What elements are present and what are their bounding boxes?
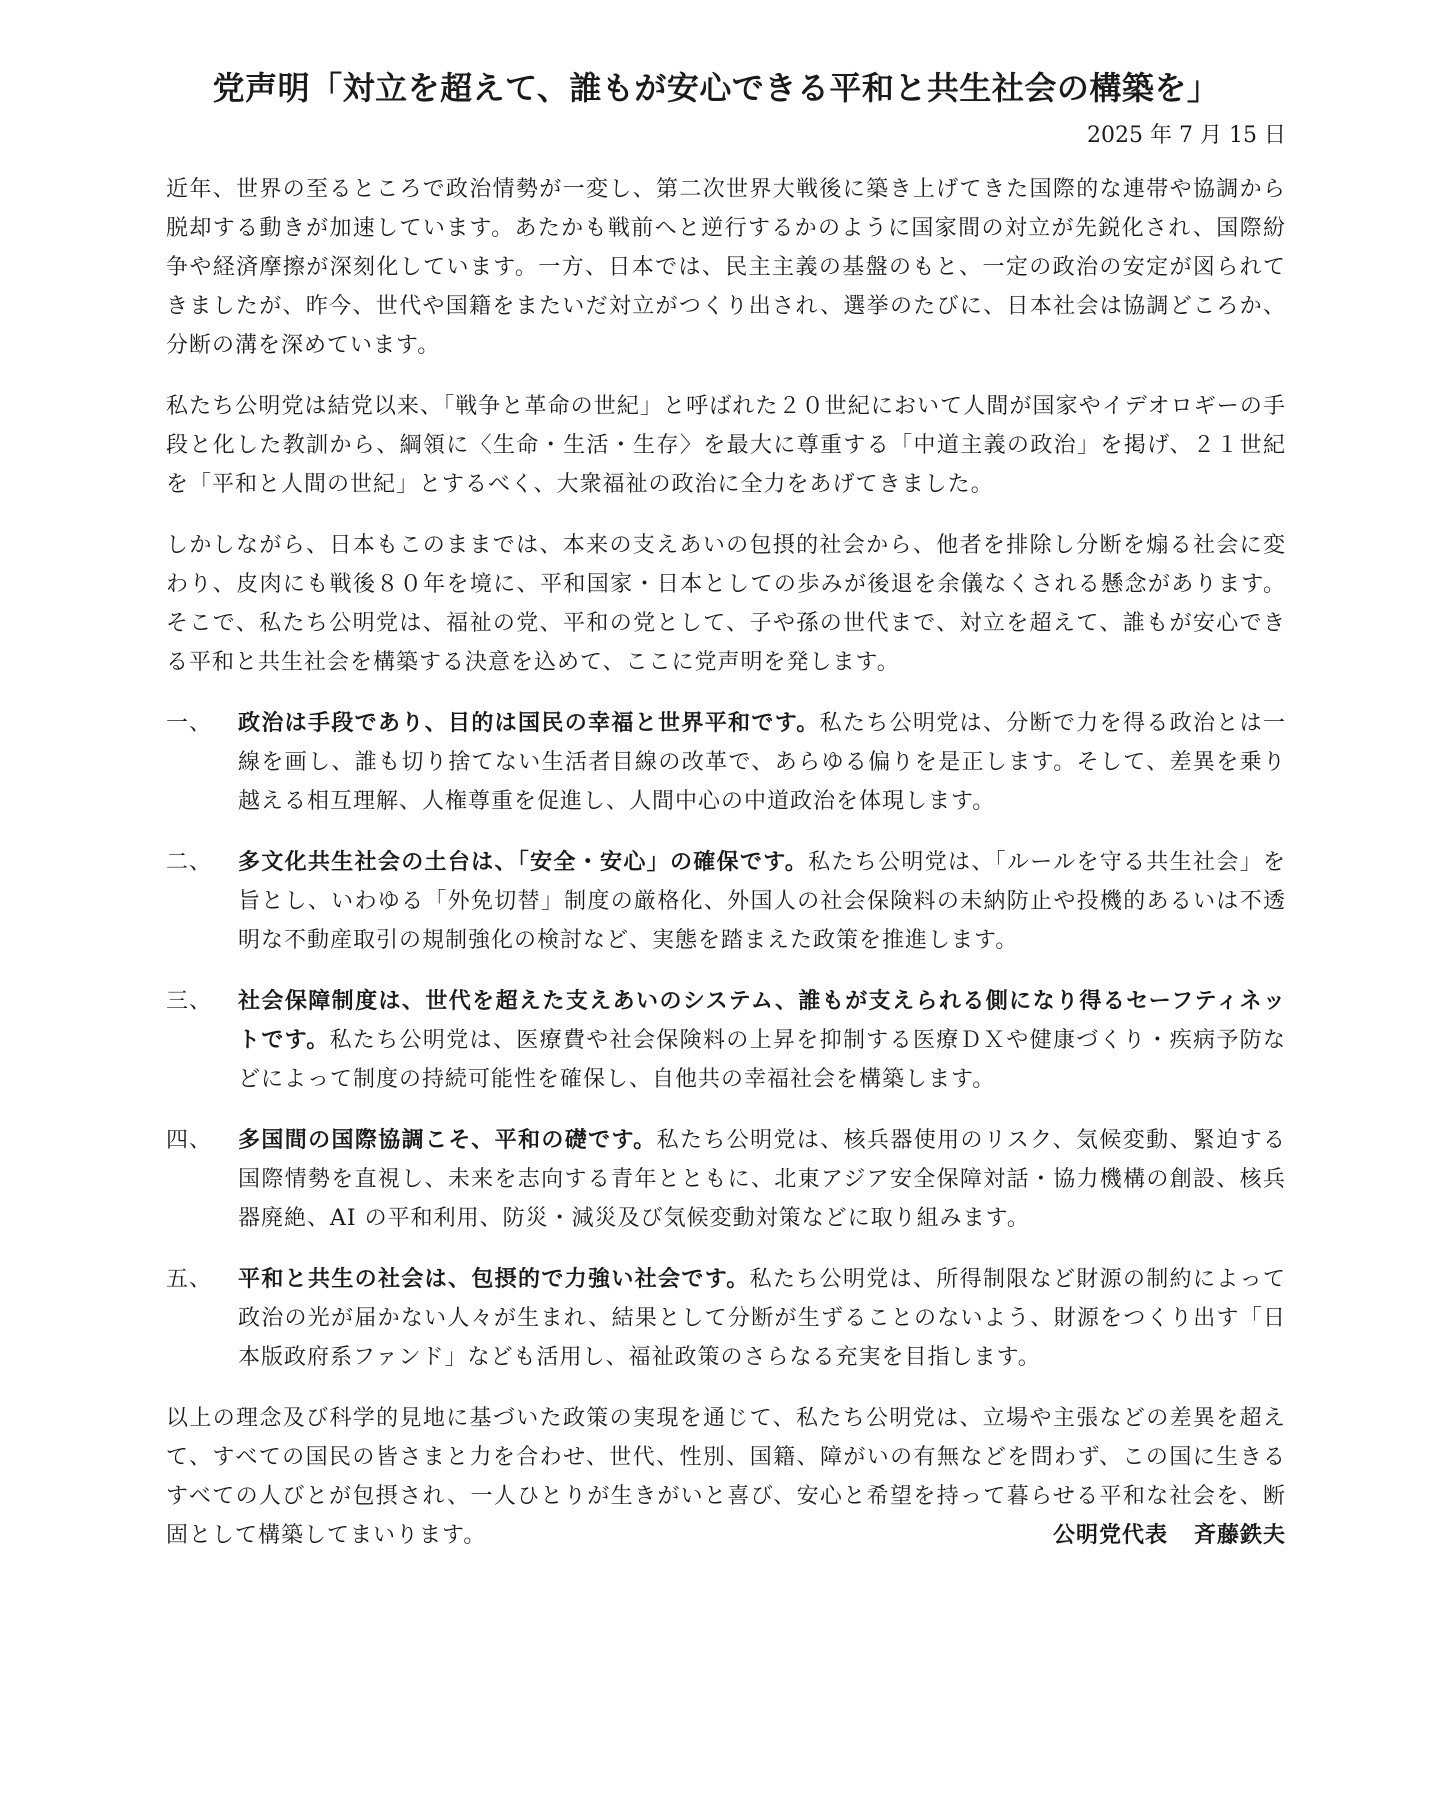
policy-points-list <box>166 704 1286 1377</box>
point-text: 私たち公明党は、核兵器使用のリスク、気候変動、緊迫する国際情勢を直視し、未来を志向する青年とともに、北東アジア安全保障対話・協力機構の創設、核兵器廃絶、AI の平和利用、防災・減災及び気候変動対策などに取り組みます。 <box>238 1128 1286 1231</box>
signature <box>1053 1516 1286 1555</box>
policy-point-4 <box>166 1121 1286 1238</box>
point-lead: 多文化共生社会の土台は、「安全・安心」の確保です。 <box>238 850 809 875</box>
closing-text: 以上の理念及び科学的見地に基づいた政策の実現を通じて、私たち公明党は、立場や主張などの差異を超えて、すべての国民の皆さまと力を合わせ、世代、性別、国籍、障がいの有無などを問わず、この国に生きるすべての人びとが包摂され、一人ひとりが生きがいと喜び、安心と希望を持って暮らせる平和な社会を、断固として構築してまいります。 <box>166 1406 1286 1548</box>
point-body <box>238 982 1286 1099</box>
point-number: 五、 <box>166 1267 213 1292</box>
policy-point-1 <box>166 704 1286 821</box>
intro-paragraph-3: しかしながら、日本もこのままでは、本来の支えあいの包摂的社会から、他者を排除し分断を煽る社会に変わり、皮肉にも戦後８０年を境に、平和国家・日本としての歩みが後退を余儀なくされる懸念があります。そこで、私たち公明党は、福祉の党、平和の党として、子や孫の世代まで、対立を超えて、誰もが安心できる平和と共生社会を構築する決意を込めて、ここに党声明を発します。 <box>166 533 1286 675</box>
point-lead: 平和と共生の社会は、包摂的で力強い社会です。 <box>238 1267 750 1292</box>
policy-point-2 <box>166 843 1286 960</box>
point-number: 一、 <box>166 711 213 736</box>
point-text: 私たち公明党は、「ルールを守る共生社会」を旨とし、いわゆる「外免切替」制度の厳格化、外国人の社会保険料の未納防止や投機的あるいは不透明な不動産取引の規制強化の検討など、実態を踏まえた政策を推進します。 <box>238 850 1286 953</box>
signature-role: 公明党代表 <box>1052 1523 1168 1548</box>
point-body <box>238 1260 1286 1377</box>
point-number: 四、 <box>166 1128 213 1153</box>
point-lead: 社会保障制度は、世代を超えた支えあいのシステム、誰もが支えられる側になり得るセーフティネットです。 <box>238 989 1286 1053</box>
intro-paragraph-2: 私たち公明党は結党以来、「戦争と革命の世紀」と呼ばれた２０世紀において人間が国家やイデオロギーの手段と化した教訓から、綱領に〈生命・生活・生存〉を最大に尊重する「中道主義の政治」を掲げ、２１世紀を「平和と人間の世紀」とするべく、大衆福祉の政治に全力をあげてきました。 <box>166 394 1286 497</box>
point-text: 私たち公明党は、分断で力を得る政治とは一線を画し、誰も切り捨てない生活者目線の改革で、あらゆる偏りを是正します。そして、差異を乗り越える相互理解、人権尊重を促進し、人間中心の中道政治を体現します。 <box>238 711 1286 814</box>
statement-title: 党声明「対立を超えて、誰もが安心できる平和と共生社会の構築を」 <box>212 69 1220 107</box>
policy-point-3 <box>166 982 1286 1099</box>
statement-page <box>166 64 1286 1577</box>
intro-paragraph-1: 近年、世界の至るところで政治情勢が一変し、第二次世界大戦後に築き上げてきた国際的な連帯や協調から脱却する動きが加速しています。あたかも戦前へと逆行するかのように国家間の対立が先鋭化され、国際紛争や経済摩擦が深刻化しています。一方、日本では、民主主義の基盤のもと、一定の政治の安定が図られてきましたが、昨今、世代や国籍をまたいだ対立がつくり出され、選挙のたびに、日本社会は協調どころか、分断の溝を深めています。 <box>166 177 1286 358</box>
point-body <box>238 704 1286 821</box>
point-lead: 政治は手段であり、目的は国民の幸福と世界平和です。 <box>238 711 820 736</box>
closing-section <box>166 1399 1286 1555</box>
signature-name: 斉藤鉄夫 <box>1193 1523 1286 1548</box>
point-lead: 多国間の国際協調こそ、平和の礎です。 <box>238 1128 657 1153</box>
point-number: 三、 <box>166 989 213 1014</box>
point-body <box>238 1121 1286 1238</box>
closing-paragraph <box>166 1399 1286 1555</box>
statement-date: 2025 年 7 月 15 日 <box>1087 123 1286 148</box>
point-text: 私たち公明党は、医療費や社会保険料の上昇を抑制する医療ＤＸや健康づくり・疾病予防などによって制度の持続可能性を確保し、自他共の幸福社会を構築します。 <box>238 1028 1286 1092</box>
policy-point-5 <box>166 1260 1286 1377</box>
point-body <box>238 843 1286 960</box>
point-text: 私たち公明党は、所得制限など財源の制約によって政治の光が届かない人々が生まれ、結果として分断が生ずることのないよう、財源をつくり出す「日本版政府系ファンド」なども活用し、福祉政策のさらなる充実を目指します。 <box>238 1267 1286 1370</box>
point-number: 二、 <box>166 850 213 875</box>
